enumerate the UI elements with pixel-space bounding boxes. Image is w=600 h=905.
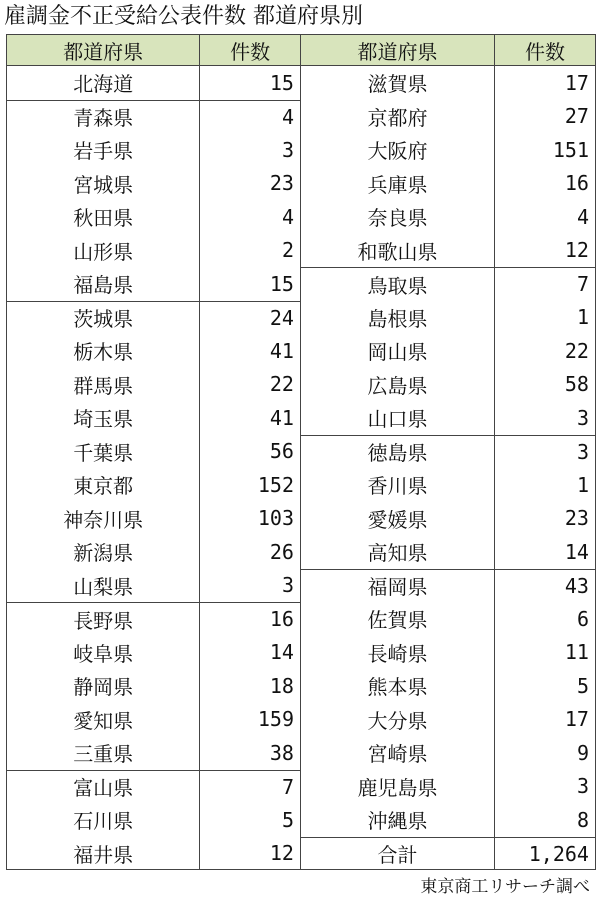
prefecture-name: 三重県 (7, 736, 200, 770)
case-count: 6 (576, 606, 589, 631)
case-count: 17 (564, 707, 589, 732)
case-count: 15 (269, 271, 294, 296)
table-title: 雇調金不正受給公表件数 都道府県別 (4, 4, 363, 29)
case-count: 1 (576, 305, 589, 330)
case-count: 16 (564, 171, 589, 196)
case-count: 1 (576, 472, 589, 497)
case-count: 11 (564, 640, 589, 665)
table-row (7, 401, 300, 435)
prefecture-name: 山口県 (301, 401, 495, 435)
table-row (301, 368, 595, 402)
table-row (7, 703, 300, 737)
prefecture-name: 沖縄県 (301, 803, 495, 837)
case-count: 27 (564, 104, 589, 129)
prefecture-name: 岐阜県 (7, 636, 200, 670)
table-row (7, 66, 300, 100)
table-row (301, 334, 595, 368)
table-row (7, 803, 300, 837)
prefecture-name: 香川県 (301, 468, 495, 502)
table-row (7, 234, 300, 268)
case-count: 43 (564, 573, 589, 598)
table-row (301, 401, 595, 435)
prefecture-name: 福島県 (7, 267, 200, 301)
prefecture-name: 秋田県 (7, 200, 200, 234)
table-row (7, 636, 300, 670)
prefecture-name: 群馬県 (7, 368, 200, 402)
prefecture-name: 愛媛県 (301, 502, 495, 536)
prefecture-name: 熊本県 (301, 669, 495, 703)
table-row (301, 569, 595, 603)
case-count: 17 (564, 70, 589, 95)
header-prefecture: 都道府県 (301, 35, 495, 65)
prefecture-name: 滋賀県 (301, 66, 495, 100)
prefecture-name: 合計 (301, 838, 495, 871)
case-count: 3 (281, 573, 294, 598)
case-count: 2 (281, 238, 294, 263)
table-row (7, 301, 300, 335)
table-row (301, 301, 595, 335)
table-row (7, 368, 300, 402)
table-row (301, 803, 595, 837)
case-count: 15 (269, 70, 294, 95)
table-row (301, 770, 595, 804)
table-row (301, 133, 595, 167)
table-header (7, 35, 300, 66)
case-count: 3 (576, 774, 589, 799)
prefecture-name: 富山県 (7, 771, 200, 804)
prefecture-name: 長崎県 (301, 636, 495, 670)
prefecture-name: 栃木県 (7, 334, 200, 368)
case-count: 5 (576, 673, 589, 698)
table-row (7, 502, 300, 536)
prefecture-name: 福井県 (7, 837, 200, 871)
case-count: 58 (564, 372, 589, 397)
table-row (301, 200, 595, 234)
prefecture-name: 大分県 (301, 703, 495, 737)
right-rows (301, 66, 595, 870)
case-count: 14 (564, 539, 589, 564)
prefecture-name: 京都府 (301, 100, 495, 134)
table-row (7, 200, 300, 234)
header-count: 件数 (525, 39, 565, 64)
prefecture-name: 宮崎県 (301, 736, 495, 770)
left-rows (7, 66, 300, 870)
case-count: 5 (281, 807, 294, 832)
table-row (301, 602, 595, 636)
prefecture-name: 鳥取県 (301, 268, 495, 301)
case-count: 152 (257, 472, 294, 497)
case-count: 38 (269, 740, 294, 765)
case-count: 4 (281, 204, 294, 229)
prefecture-name: 岩手県 (7, 133, 200, 167)
table-row (7, 837, 300, 871)
prefecture-name: 島根県 (301, 301, 495, 335)
table-row (301, 535, 595, 569)
case-count: 14 (269, 640, 294, 665)
table-row (301, 435, 595, 469)
table-row (301, 468, 595, 502)
case-count: 151 (552, 137, 589, 162)
prefecture-name: 兵庫県 (301, 167, 495, 201)
prefecture-name: 福岡県 (301, 570, 495, 603)
prefecture-name: 鹿児島県 (301, 770, 495, 804)
table-row (7, 569, 300, 603)
prefecture-name: 石川県 (7, 803, 200, 837)
prefecture-name: 愛知県 (7, 703, 200, 737)
table-row (7, 100, 300, 134)
table-row (301, 234, 595, 268)
prefecture-name: 岡山県 (301, 334, 495, 368)
case-count: 3 (576, 439, 589, 464)
case-count: 22 (564, 338, 589, 363)
case-count: 41 (269, 338, 294, 363)
prefecture-name: 山梨県 (7, 569, 200, 603)
table-header (301, 35, 595, 66)
prefecture-name: 和歌山県 (301, 234, 495, 268)
case-count: 12 (269, 841, 294, 866)
table-row (301, 703, 595, 737)
case-count: 3 (281, 137, 294, 162)
case-count: 23 (564, 506, 589, 531)
total-row (301, 837, 595, 871)
prefecture-name: 高知県 (301, 535, 495, 569)
case-count: 103 (257, 506, 294, 531)
table-row (7, 435, 300, 469)
case-count: 22 (269, 372, 294, 397)
table-row (301, 100, 595, 134)
prefecture-name: 山形県 (7, 234, 200, 268)
table-row (301, 167, 595, 201)
table-row (301, 669, 595, 703)
prefecture-name: 奈良県 (301, 200, 495, 234)
case-count: 8 (576, 807, 589, 832)
case-count: 9 (576, 740, 589, 765)
prefecture-name: 広島県 (301, 368, 495, 402)
table-row (7, 334, 300, 368)
prefecture-name: 北海道 (7, 66, 200, 100)
left-column-group (7, 35, 301, 869)
case-count: 3 (576, 405, 589, 430)
case-count: 159 (257, 707, 294, 732)
table-row (7, 770, 300, 804)
case-count: 41 (269, 405, 294, 430)
prefecture-name: 徳島県 (301, 436, 495, 469)
case-count: 7 (576, 272, 589, 297)
prefecture-table (6, 34, 596, 870)
prefecture-name: 神奈川県 (7, 502, 200, 536)
case-count: 23 (269, 171, 294, 196)
case-count: 16 (269, 607, 294, 632)
prefecture-name: 茨城県 (7, 302, 200, 335)
table-row (7, 602, 300, 636)
prefecture-name: 静岡県 (7, 669, 200, 703)
table-row (301, 66, 595, 100)
case-count: 4 (281, 104, 294, 129)
prefecture-name: 千葉県 (7, 435, 200, 469)
case-count: 1,264 (528, 841, 589, 866)
table-row (301, 636, 595, 670)
prefecture-name: 宮城県 (7, 167, 200, 201)
table-row (7, 669, 300, 703)
table-row (301, 736, 595, 770)
right-column-group (301, 35, 595, 869)
table-row (7, 535, 300, 569)
source-note: 東京商工リサーチ調べ (420, 877, 590, 897)
prefecture-name: 佐賀県 (301, 602, 495, 636)
table-row (7, 267, 300, 301)
table-row (301, 502, 595, 536)
case-count: 26 (269, 539, 294, 564)
table-row (7, 736, 300, 770)
case-count: 18 (269, 673, 294, 698)
table-row (7, 167, 300, 201)
header-prefecture: 都道府県 (7, 35, 200, 65)
prefecture-name: 大阪府 (301, 133, 495, 167)
table-row (301, 267, 595, 301)
prefecture-name: 青森県 (7, 101, 200, 134)
prefecture-name: 東京都 (7, 468, 200, 502)
case-count: 24 (269, 305, 294, 330)
table-row (7, 468, 300, 502)
case-count: 4 (576, 204, 589, 229)
case-count: 56 (269, 439, 294, 464)
table-row (7, 133, 300, 167)
prefecture-name: 埼玉県 (7, 401, 200, 435)
case-count: 7 (281, 774, 294, 799)
prefecture-name: 新潟県 (7, 535, 200, 569)
case-count: 12 (564, 238, 589, 263)
prefecture-name: 長野県 (7, 603, 200, 636)
header-count: 件数 (230, 39, 271, 64)
